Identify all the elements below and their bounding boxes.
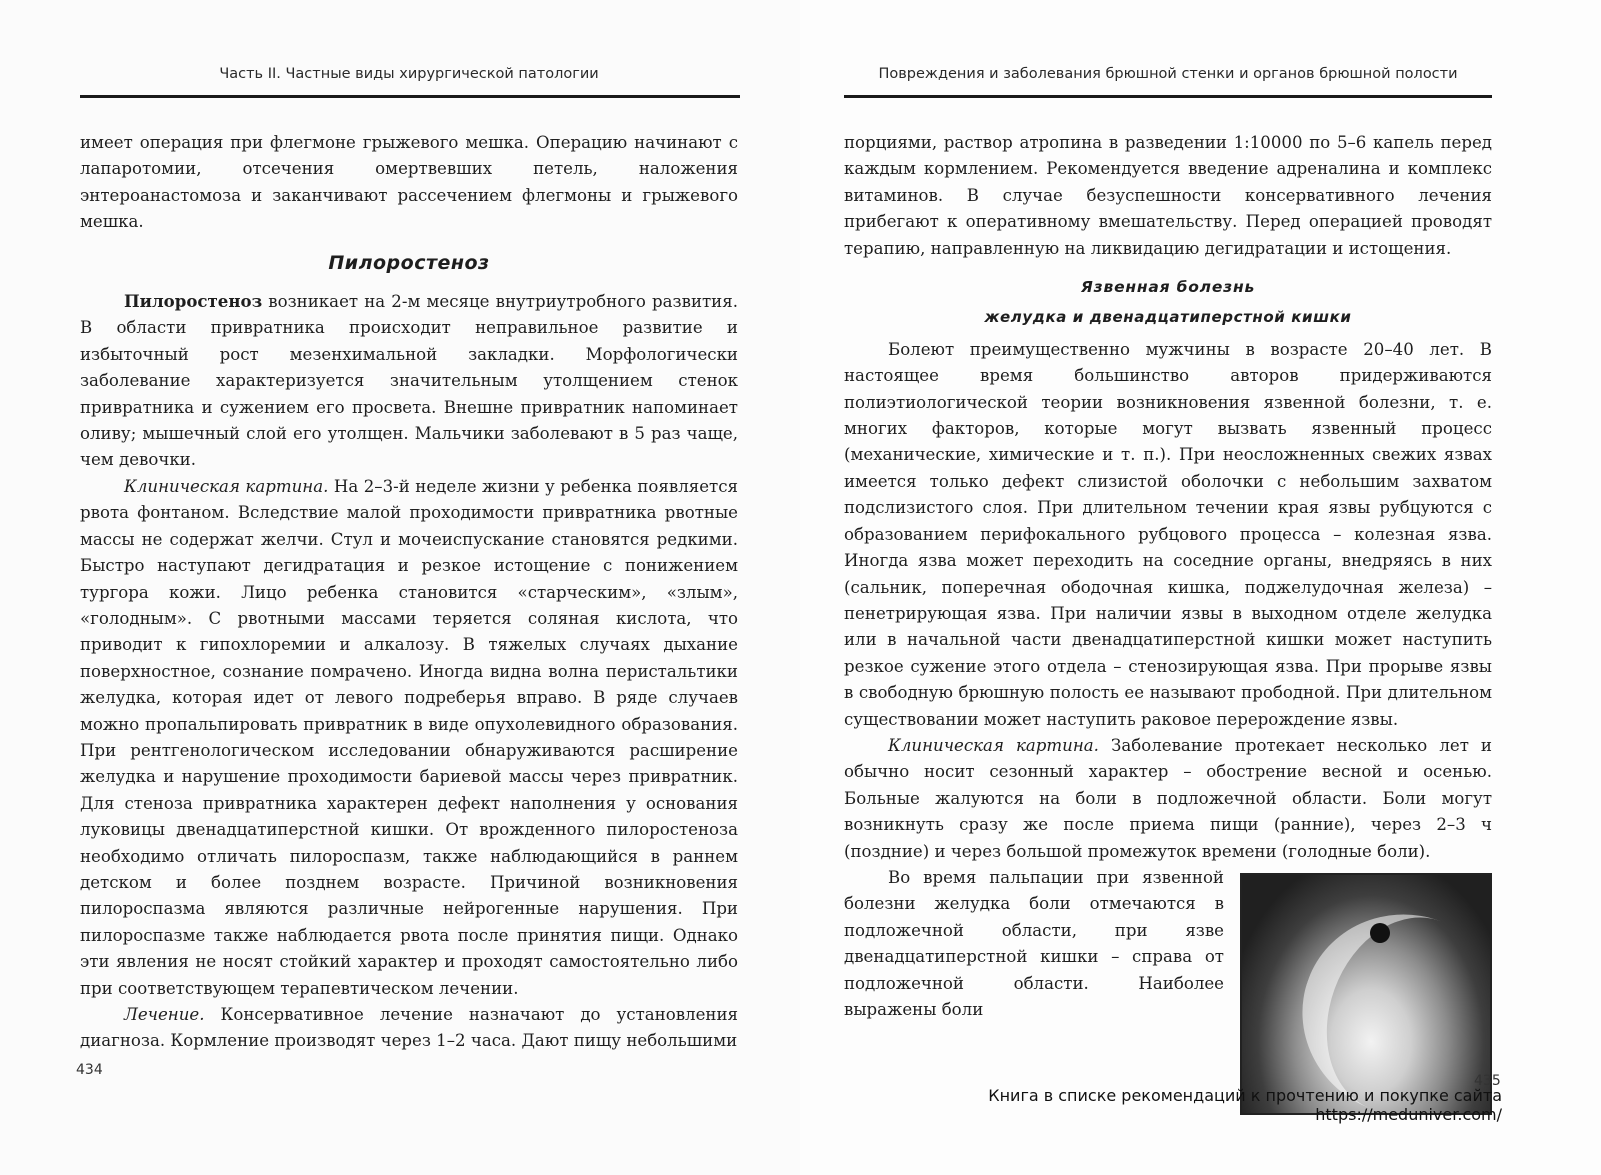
page-number-right: 435 [1474,1073,1501,1089]
paragraph-definition [80,288,738,474]
running-head-right: Повреждения и заболевания брюшной стенки и органов брюшной полости [878,66,1458,82]
paragraph-ulcer-clinical [844,733,1492,865]
term-pylorostenosis: Пилоростеноз [124,291,263,312]
intro-paragraph-left: имеет операция при флегмоне грыжевого мешка. Операцию начинают с лапаротомии, отсечения омертвевших петель, наложения энтероанастомоза и заканчивают рассечением флегмоны и грыжевого мешка. [80,133,738,232]
left-text-column [80,130,738,1055]
paragraph-ulcer-palpation: Во время пальпации при язвенной болезни желудка боли отмечаются в подложечной области, при язве двенадцатиперстной кишки – справа от подложечной области. Наиболее выражены боли [844,867,1224,1019]
section-subheading-ulcer: желудка и двенадцатиперстной кишки [984,308,1352,327]
endoscopy-image [1240,873,1492,1115]
page-number-left: 434 [76,1062,103,1078]
paragraph-clinical-text: На 2–3-й неделе жизни у ребенка появляется рвота фонтаном. Вследствие малой проходимости привратника рвотные массы не содержат желчи. Стул и мочеиспускание становятся редкими. Быстро наступают дегидратация и резкое истощение с понижением тургора кожи. Лицо ребенка становится «старческим», «злым», «голодным». С рвотными массами теряется соляная кислота, что приводит к гипохлоремии и алкалозу. В тяжелых случаях дыхание поверхностное, сознание помрачено. Иногда видна волна перистальтики желудка, которая идет от левого подреберья вправо. В ряде случаев можно пропальпировать привратник в виде опухолевидного образования. При рентгенологическом исследовании обнаруживаются расширение желудка и нарушение проходимости бариевой массы через привратник. Для стеноза привратника характерен дефект наполнения у основания луковицы двенадцатиперстной кишки. От врожденного пилоростеноза необходимо отличать пилороспазм, также наблюдающийся в раннем детском и более позднем возрасте. Причиной возникновения пилороспазма являются различные нейрогенные нарушения. При пилороспазме также наблюдается рвота после принятия пищи. Однако эти явления не носят стойкий характер и проходят самостоятельно либо при соответствующем терапевтическом лечении. [80,476,738,998]
header-rule-right [844,95,1492,98]
paragraph-definition-text: возникает на 2-м месяце внутриутробного развития. В области привратника происходит неправильное развитие и избыточный рост мезенхимальной закладки. Морфологически заболевание характеризуется значительным утолщением стенок привратника и сужением его просвета. Внешне привратник напоминает оливу; мышечный слой его утолщен. Мальчики заболевают в 5 раз чаще, чем девочки. [80,292,738,470]
term-clinical-picture-right: Клиническая картина. [888,735,1099,755]
paragraph-clinical-picture [80,474,738,1002]
paragraph-ulcer-overview: Болеют преимущественно мужчины в возрасте 20–40 лет. В настоящее время большинство авторов придерживаются полиэтиологической теории возникновения язвенной болезни, т. е. многих факторов, которые могут вызвать язвенный процесс (механические, химические и т. п.). При неосложненных свежих язвах имеется только дефект слизистой оболочки с небольшим захватом подслизистого слоя. При длительном течении края язвы рубцуются с образованием перифокального рубцового процесса – колезная язва. Иногда язва может переходить на соседние органы, внедряясь в них (сальник, поперечная ободочная кишка, поджелудочная железа) – пенетрирующая язва. При наличии язвы в выходном отделе желудка или в начальной части двенадцатиперстной кишки может наступить резкое сужение этого отдела – стенозирующая язва. При прорыве язвы в свободную брюшную полость ее называют прободной. При длительном существовании может наступить раковое перерождение язвы. [844,339,1492,729]
section-heading-ulcer: Язвенная болезнь [1080,278,1256,297]
section-heading-pylorostenosis: Пилоростеноз [328,251,490,274]
footer-watermark-note: Книга в списке рекомендаций к прочтению и покупке сайта https://meduniver.com/ [988,1086,1502,1124]
term-treatment: Лечение. [124,1005,205,1024]
paragraph-ulcer-clinical-text: Заболевание протекает несколько лет и обычно носит сезонный характер – обострение весной и осенью. Больные жалуются на боли в подложечной области. Боли могут возникнуть сразу же после приема пищи (ранние), через 2–3 ч (поздние) и через большой промежуток времени (голодные боли). [844,735,1492,861]
endoscopy-image-lumen [1370,923,1390,943]
paragraph-treatment-text: Консервативное лечение назначают до установления диагноза. Кормление производят через 1–2 часа. Дают пищу небольшими [80,1005,738,1051]
paragraph-treatment [80,1002,738,1055]
term-clinical-picture: Клиническая картина. [124,476,329,496]
clinical-section [844,733,1492,1023]
right-text-column [844,130,1492,1121]
header-rule-left [80,95,740,98]
right-page [800,0,1601,1175]
left-page [0,0,800,1175]
running-head-left: Часть II. Частные виды хирургической патологии [219,66,599,82]
endoscopy-image-fold [1274,885,1492,1115]
intro-paragraph-right: порциями, раствор атропина в разведении 1:10000 по 5–6 капель перед каждым кормлением. Рекомендуется введение адреналина и комплекс витаминов. В случае безуспешности консервативного лечения прибегают к оперативному вмешательству. Перед операцией проводят терапию, направленную на ликвидацию дегидратации и истощения. [844,133,1492,258]
